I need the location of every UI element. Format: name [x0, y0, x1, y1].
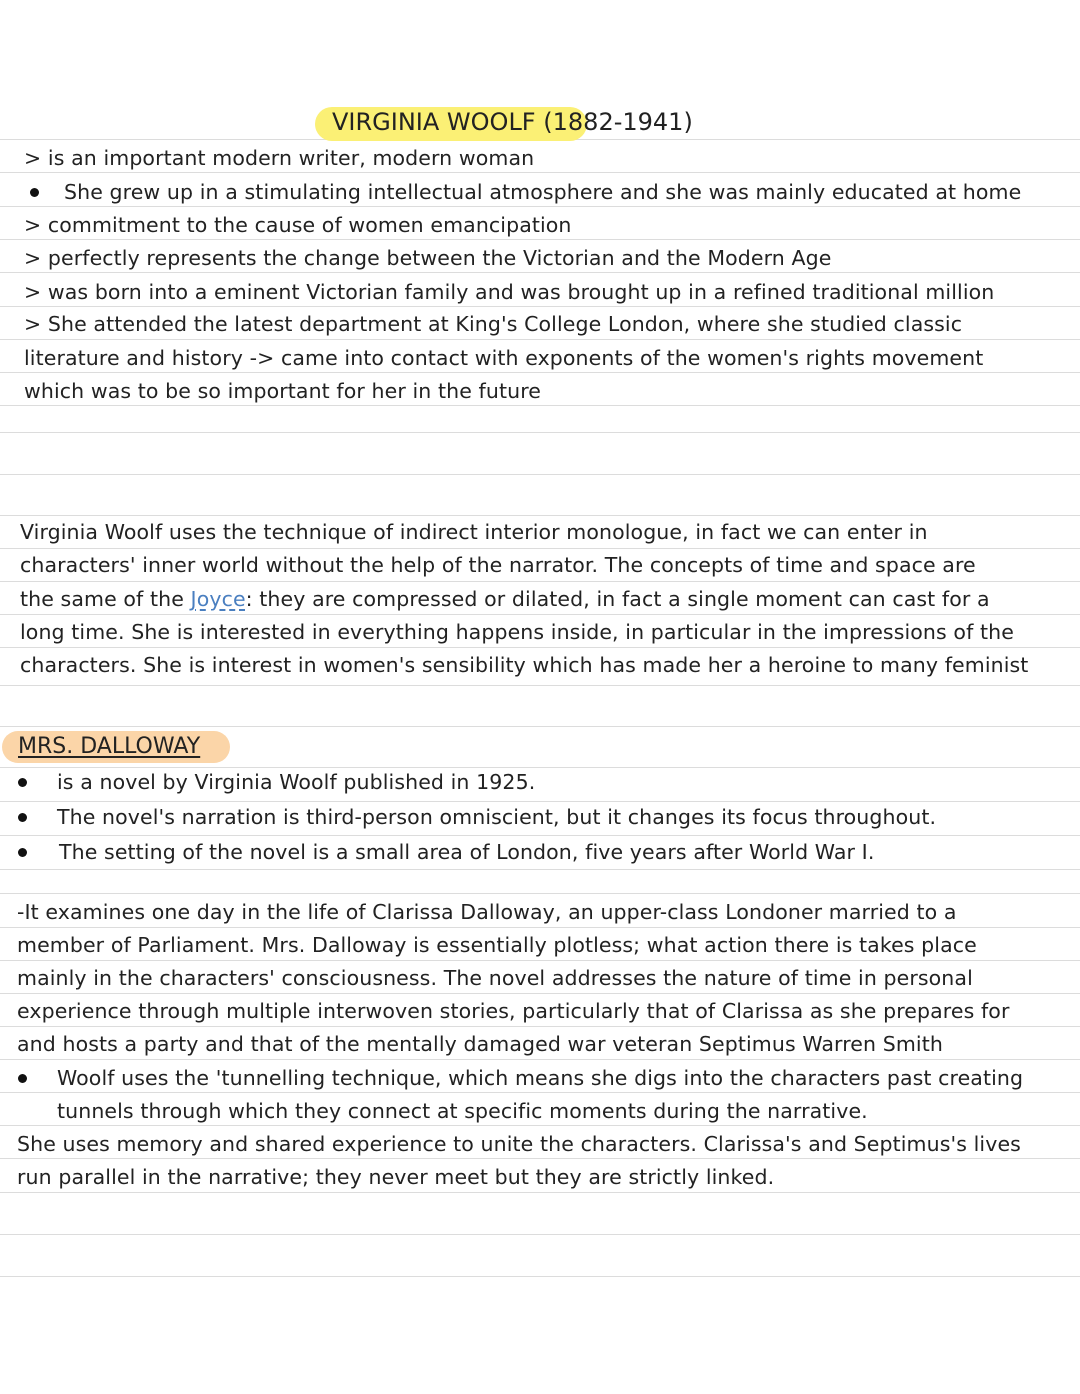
rule-line	[0, 960, 1080, 961]
bullet-dot	[18, 848, 27, 857]
dalloway-bullet: Woolf uses the 'tunnelling technique, which means she digs into the characters past creating	[57, 1066, 1024, 1090]
rule-line	[0, 1234, 1080, 1235]
rule-line	[0, 581, 1080, 582]
rule-line	[0, 432, 1080, 433]
rule-line	[0, 1158, 1080, 1159]
bullet-dot	[30, 188, 39, 197]
technique-line: Virginia Woolf uses the technique of indirect interior monologue, in fact we can enter in	[20, 520, 928, 544]
rule-line	[0, 927, 1080, 928]
rule-line	[0, 835, 1080, 836]
title-years: (1882-1941)	[543, 108, 693, 136]
rule-line	[0, 548, 1080, 549]
rule-line	[0, 726, 1080, 727]
intro-line: > is an important modern writer, modern woman	[24, 146, 535, 170]
rule-line	[0, 515, 1080, 516]
joyce-link[interactable]: Joyce	[190, 587, 246, 611]
rule-line	[0, 993, 1080, 994]
dalloway-line: experience through multiple interwoven stories, particularly that of Clarissa as she prepares for	[17, 999, 1010, 1023]
intro-bullet: She grew up in a stimulating intellectual atmosphere and she was mainly educated at home	[64, 180, 1022, 204]
rule-line	[0, 405, 1080, 406]
technique-text: : they are compressed or dilated, in fact a single moment can cast for a	[245, 587, 990, 611]
rule-line	[0, 1125, 1080, 1126]
intro-line: literature and history -> came into contact with exponents of the women's rights movement	[24, 346, 984, 370]
rule-line	[0, 647, 1080, 648]
dalloway-line: tunnels through which they connect at specific moments during the narrative.	[57, 1099, 868, 1123]
technique-line: long time. She is interested in everything happens inside, in particular in the impressions of the	[20, 620, 1014, 644]
rule-line	[0, 239, 1080, 240]
bullet-dot	[18, 1074, 27, 1083]
intro-line: which was to be so important for her in the future	[24, 379, 541, 403]
dalloway-line: She uses memory and shared experience to unite the characters. Clarissa's and Septimus's lives	[17, 1132, 1021, 1156]
rule-line	[0, 1092, 1080, 1093]
rule-line	[0, 1276, 1080, 1277]
technique-text: the same of the	[20, 587, 191, 611]
dalloway-line: and hosts a party and that of the mentally damaged war veteran Septimus Warren Smith	[17, 1032, 943, 1056]
technique-line: characters' inner world without the help of the narrator. The concepts of time and space are	[20, 553, 976, 577]
rule-line	[0, 206, 1080, 207]
rule-line	[0, 614, 1080, 615]
rule-line	[0, 801, 1080, 802]
intro-line: > was born into a eminent Victorian family and was brought up in a refined traditional million	[24, 280, 995, 304]
title-name: VIRGINIA WOOLF	[332, 108, 536, 136]
technique-line	[20, 585, 990, 613]
rule-line	[0, 869, 1080, 870]
rule-line	[0, 339, 1080, 340]
rule-line	[0, 1026, 1080, 1027]
rule-line	[0, 893, 1080, 894]
intro-line: > She attended the latest department at King's College London, where she studied classic	[24, 312, 963, 336]
section-heading: MRS. DALLOWAY	[18, 734, 201, 759]
rule-line	[0, 1192, 1080, 1193]
dalloway-line: run parallel in the narrative; they never meet but they are strictly linked.	[17, 1165, 775, 1189]
dalloway-bullet: is a novel by Virginia Woolf published in 1925.	[57, 770, 536, 794]
rule-line	[0, 685, 1080, 686]
rule-line	[0, 372, 1080, 373]
technique-line: characters. She is interest in women's sensibility which has made her a heroine to many feminist	[20, 653, 1029, 677]
bullet-dot	[18, 813, 27, 822]
rule-line	[0, 272, 1080, 273]
rule-line	[0, 474, 1080, 475]
intro-line: > commitment to the cause of women emancipation	[24, 213, 572, 237]
dalloway-line: mainly in the characters' consciousness. The novel addresses the nature of time in personal	[17, 966, 973, 990]
dalloway-bullet: The setting of the novel is a small area of London, five years after World War I.	[59, 840, 875, 864]
rule-line	[0, 1059, 1080, 1060]
dalloway-line: member of Parliament. Mrs. Dalloway is essentially plotless; what action there is takes place	[17, 933, 977, 957]
rule-line	[0, 172, 1080, 173]
dalloway-line: -It examines one day in the life of Clarissa Dalloway, an upper-class Londoner married to a	[17, 900, 957, 924]
bullet-dot	[18, 778, 27, 787]
dalloway-bullet: The novel's narration is third-person omniscient, but it changes its focus throughout.	[57, 805, 937, 829]
intro-line: > perfectly represents the change between the Victorian and the Modern Age	[24, 246, 832, 270]
title-text	[332, 104, 693, 140]
rule-line	[0, 306, 1080, 307]
